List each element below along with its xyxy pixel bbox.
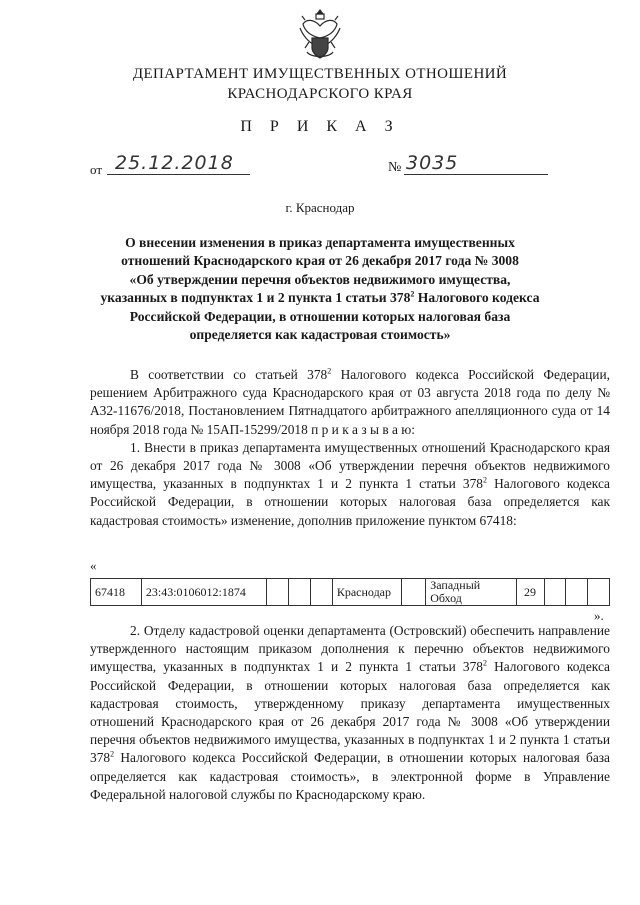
item-1-paragraph [90,439,610,530]
item-2-text: 2. Отделу кадастровой оценки департамента (Островский) обеспечить направление утвержденного настоящим приказом дополнения к перечню объектов недвижимого имущества, указанных в подпунктах 1 и 2 пункта 1 статьи 378 [90,623,610,675]
item-2-paragraph [90,622,610,804]
quote-close: ». [594,608,604,623]
title-line: отношений Краснодарского края от 26 декабря 2017 года № 3008 [121,253,519,269]
table-cell-empty [289,579,311,606]
table-cell-city: Краснодар [332,579,402,606]
number-underline [404,174,548,175]
superscript: 2 [410,289,415,299]
title-line: определяется как кадастровая стоимость» [189,327,451,343]
coat-of-arms-icon [297,8,343,62]
city: г. Краснодар [285,200,355,215]
preamble-text: В соответствии со статьей 378 [130,367,328,382]
table-cell-empty [588,579,610,606]
title-text: Налогового кодекса [414,290,540,306]
title-text: указанных в подпунктах 1 и 2 пункта 1 статьи 378 [100,290,411,306]
department-name-line1: ДЕПАРТАМЕНТ ИМУЩЕСТВЕННЫХ ОТНОШЕНИЙ [132,66,508,82]
number-value: 3035 [406,152,459,174]
table-cell-cadastral-number: 23:43:0106012:1874 [141,579,267,606]
table-cell-empty [402,579,426,606]
table-row [91,579,610,606]
preamble-text: Налогового кодекса Российской Федерации, решением Арбитражного суда Краснодарского края от 03 августа 2018 года по делу № А32-11676/2018, Постановлением Пятнадцатого арбитражного апелляционного суда от 14 ноября 2018 года № 15АП-15299/2018 п р и к а з ы в а ю: [90,367,610,437]
table-cell-house: 29 [516,579,544,606]
table-cell-empty [311,579,333,606]
table-cell-empty [544,579,566,606]
document-title [70,234,570,344]
date-underline [107,174,250,175]
preamble-paragraph [90,366,610,439]
item-1-text: Налогового кодекса Российской Федерации, в отношении которых налоговая база определяется как кадастровая стоимость» изменение, дополнив приложение пунктом 67418: [90,476,610,528]
item-2-section [90,622,610,804]
title-line: О внесении изменения в приказ департамента имущественных [125,235,515,250]
title-line: «Об утверждении перечня объектов недвижимого имущества, [129,271,511,287]
item-2-text: Налогового кодекса Российской Федерации, в отношении которых налоговая база определяется как кадастровая стоимость», в электронной форме в Управление Федеральной налоговой службы по Краснодарскому краю. [90,750,610,802]
table-cell-street: Западный Обход [426,579,516,606]
department-name-line2: КРАСНОДАРСКОГО КРАЯ [227,86,413,102]
date-value: 25.12.2018 [115,152,234,174]
superscript: 2 [327,366,332,376]
preamble-section [90,366,610,530]
title-line: Российской Федерации, в отношении которых налоговая база [129,308,511,324]
table-cell-empty [267,579,289,606]
document-type: П Р И К А З [240,118,400,135]
superscript: 2 [110,749,115,759]
quote-open: « [90,558,97,573]
date-label: от [90,162,103,177]
appendix-table [90,578,610,606]
item-1-text: 1. Внести в приказ департамента имущественных отношений Краснодарского края от 26 декабря 2017 года № 3008 «Об утверждении перечня объектов недвижимого имущества, указанных в подпунктах 1 и 2 пункта 1 статьи 378 [90,439,610,492]
number-label: № [388,160,402,175]
superscript: 2 [483,475,487,485]
title-line [70,289,570,307]
item-2-text: Налогового кодекса Российской Федерации, в отношении которых налоговая база определяется как кадастровая стоимость, утвержденному приказу департамента имущественных отношений Краснодарского края от 26 декабря 2017 года № 3008 «Об утверждении перечня объектов недвижимого имущества, указанных в подпунктах 1 и 2 пункта 1 статьи 378 [90,659,610,766]
table-cell-number: 67418 [91,579,142,606]
table-cell-empty [566,579,588,606]
superscript: 2 [483,658,487,668]
